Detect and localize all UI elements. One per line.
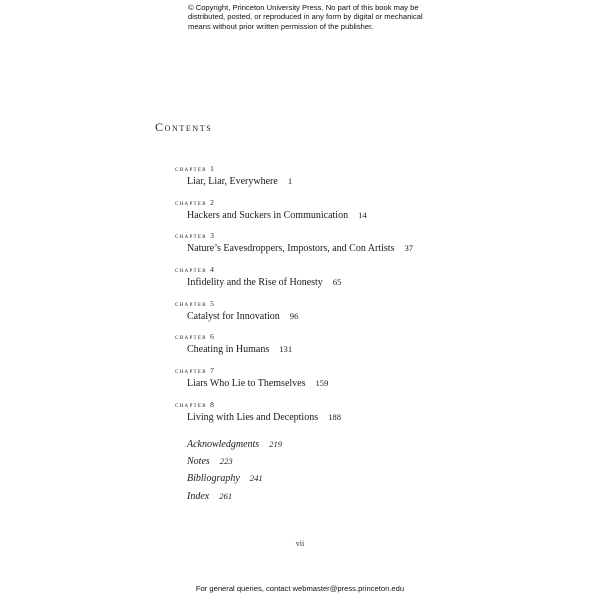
chapter-entry bbox=[175, 265, 495, 299]
backmatter-page-number: 223 bbox=[219, 456, 233, 467]
chapter-entry bbox=[175, 198, 495, 232]
backmatter-title: Notes bbox=[187, 456, 210, 468]
chapter-page-number: 1 bbox=[287, 176, 293, 186]
chapter-title: Liar, Liar, Everywhere bbox=[187, 176, 278, 187]
chapter-page-number: 159 bbox=[315, 378, 329, 389]
backmatter-entry bbox=[187, 491, 282, 508]
chapter-entry bbox=[175, 299, 495, 333]
chapter-title-line bbox=[187, 243, 413, 254]
copyright-line: © Copyright, Princeton University Press. No part of this book may be bbox=[188, 3, 419, 12]
contents-heading: Contents bbox=[155, 120, 213, 134]
chapter-entry bbox=[175, 332, 495, 366]
chapter-title: Cheating in Humans bbox=[187, 344, 270, 356]
backmatter-entry bbox=[187, 473, 282, 490]
copyright-line: means without prior written permission of the publisher. bbox=[188, 21, 374, 31]
backmatter-page-number: 261 bbox=[219, 490, 233, 501]
chapter-title-line bbox=[187, 378, 328, 389]
copyright-line: distributed, posted, or reproduced in any form by digital or mechanical bbox=[188, 12, 423, 22]
chapter-title-line bbox=[187, 344, 292, 355]
chapter-entry bbox=[175, 164, 495, 198]
chapter-page-number: 188 bbox=[328, 411, 341, 422]
chapter-label: chapter 1 bbox=[175, 164, 216, 173]
backmatter-title: Index bbox=[187, 490, 210, 502]
backmatter-page-number: 219 bbox=[269, 439, 283, 449]
backmatter-entry bbox=[187, 456, 282, 473]
chapter-page-number: 37 bbox=[404, 243, 414, 254]
chapter-label: chapter 6 bbox=[175, 332, 216, 342]
chapter-title: Living with Lies and Deceptions bbox=[187, 411, 319, 423]
backmatter-entry bbox=[187, 439, 282, 456]
chapter-title-line bbox=[187, 277, 341, 288]
chapter-title-line bbox=[187, 412, 341, 423]
chapter-label: chapter 2 bbox=[175, 197, 216, 207]
footer-contact: For general queries, contact webmaster@press.princeton.edu bbox=[195, 584, 405, 593]
chapter-title-line bbox=[187, 176, 292, 187]
chapter-page-number: 96 bbox=[289, 310, 299, 321]
page-folio: vii bbox=[295, 539, 305, 548]
chapter-title: Nature’s Eavesdroppers, Impostors, and Con Artists bbox=[187, 243, 395, 255]
chapter-list bbox=[175, 164, 495, 434]
backmatter-title: Acknowledgments bbox=[187, 439, 260, 450]
backmatter-list bbox=[187, 439, 282, 508]
chapter-page-number: 14 bbox=[358, 209, 367, 220]
chapter-page-number: 131 bbox=[279, 344, 293, 355]
chapter-title: Infidelity and the Rise of Honesty bbox=[187, 277, 323, 289]
chapter-title: Liars Who Lie to Themselves bbox=[187, 378, 306, 390]
chapter-entry bbox=[175, 366, 495, 400]
chapter-label: chapter 5 bbox=[175, 298, 216, 308]
chapter-page-number: 65 bbox=[332, 277, 342, 288]
chapter-label: chapter 3 bbox=[175, 231, 216, 241]
backmatter-page-number: 241 bbox=[249, 473, 263, 484]
chapter-title-line bbox=[187, 210, 367, 221]
chapter-entry bbox=[175, 400, 495, 434]
backmatter-title: Bibliography bbox=[187, 473, 240, 485]
chapter-title-line bbox=[187, 311, 298, 322]
chapter-title: Catalyst for Innovation bbox=[187, 310, 280, 322]
copyright-notice bbox=[188, 3, 428, 31]
chapter-label: chapter 7 bbox=[175, 366, 216, 376]
chapter-label: chapter 8 bbox=[175, 399, 216, 409]
chapter-title: Hackers and Suckers in Communication bbox=[187, 209, 349, 221]
chapter-entry bbox=[175, 231, 495, 265]
chapter-label: chapter 4 bbox=[175, 265, 216, 275]
